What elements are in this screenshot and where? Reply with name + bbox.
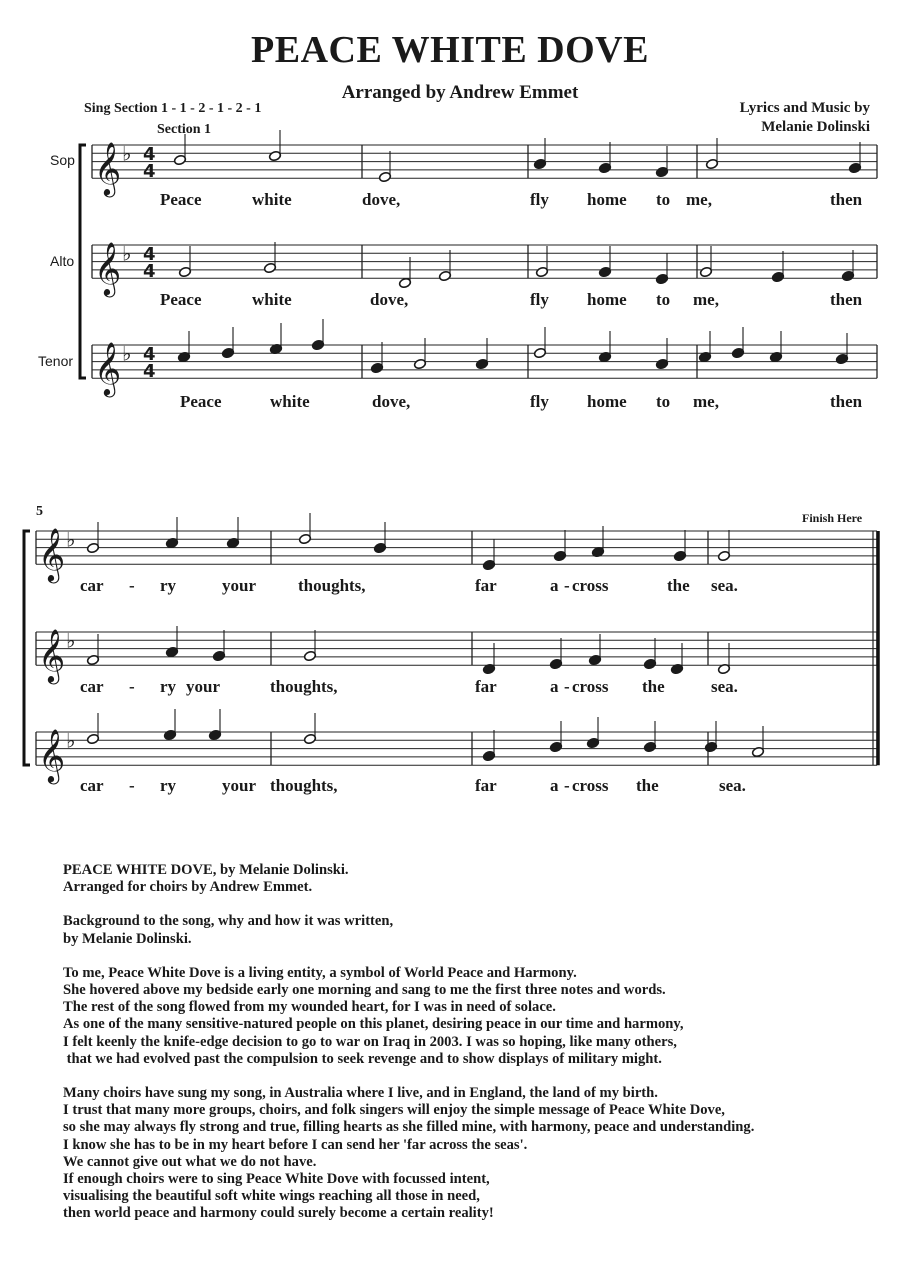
lyric: a: [550, 576, 559, 595]
lyric: fly: [530, 392, 549, 411]
lyric: dove,: [362, 190, 401, 209]
treble-clef-icon: 𝄞: [94, 241, 122, 296]
lyric: cross: [572, 776, 609, 795]
time-signature: 4: [143, 361, 156, 382]
lyric: a: [550, 677, 559, 696]
lyric: far: [475, 677, 497, 696]
notes-line: As one of the many sensitive-natured people on this planet, desiring peace in our time and harmony,: [63, 1016, 684, 1033]
lyric: me,: [693, 290, 719, 309]
flat-icon: ♭: [66, 628, 76, 653]
lyric: your: [186, 677, 220, 696]
time-signature: 4: [143, 344, 156, 365]
lyric: -: [564, 776, 570, 795]
lyric: home: [587, 392, 627, 411]
noteheads: [86, 130, 861, 762]
notes-line: by Melanie Dolinski.: [63, 930, 192, 947]
lyric: -: [564, 677, 570, 696]
flat-icon: ♭: [66, 728, 76, 753]
lyric: car: [80, 776, 104, 795]
lyric: -: [129, 576, 135, 595]
lyric: ry: [160, 776, 177, 795]
lyric: to: [656, 392, 671, 411]
lyric: a: [550, 776, 559, 795]
treble-clef-icon: 𝄞: [94, 341, 122, 396]
lyric: sea.: [711, 677, 738, 696]
lyric: the: [642, 677, 665, 696]
lyric: the: [636, 776, 659, 795]
notes-line: I felt keenly the knife-edge decision to go to war on Iraq in 2003. I was so hoping, like many others,: [63, 1033, 677, 1050]
treble-clef-icon: 𝄞: [38, 628, 66, 683]
lyric: thoughts,: [270, 677, 338, 696]
treble-clef-icon: 𝄞: [38, 728, 66, 783]
lyric: fly: [530, 290, 549, 309]
measure-number: 5: [36, 504, 43, 519]
lyric: sea.: [719, 776, 746, 795]
lyric: -: [129, 677, 135, 696]
notes-line: that we had evolved past the compulsion to seek revenge and to show displays of military might.: [63, 1050, 662, 1067]
treble-clef-icon: 𝄞: [94, 141, 122, 196]
time-signature: 4: [143, 161, 156, 182]
notes-line: I trust that many more groups, choirs, and folk singers will enjoy the simple message of Peace White Dove,: [63, 1102, 725, 1119]
notes-line: She hovered above my bedside early one morning and sang to me the first three notes and words.: [63, 982, 666, 999]
lyric: your: [222, 776, 256, 795]
flat-icon: ♭: [66, 527, 76, 552]
lyric: cross: [572, 677, 609, 696]
time-signature: 4: [143, 261, 156, 282]
notes-line: Background to the song, why and how it was written,: [63, 913, 394, 930]
lyric: far: [475, 776, 497, 795]
notes-intro: [63, 862, 883, 896]
notes-line: I know she has to be in my heart before I can send her 'far across the seas'.: [63, 1136, 528, 1153]
lyric: me,: [686, 190, 712, 209]
lyric: car: [80, 677, 104, 696]
notes-paragraph-1: [63, 965, 883, 1068]
flat-icon: ♭: [122, 341, 132, 366]
lyric: then: [830, 290, 863, 309]
notes-line: If enough choirs were to sing Peace White Dove with focussed intent,: [63, 1171, 490, 1188]
lyric: thoughts,: [298, 576, 366, 595]
lyric: ry: [160, 576, 177, 595]
lyric: ry: [160, 677, 177, 696]
notes-line: then world peace and harmony could surely become a certain reality!: [63, 1205, 494, 1222]
lyric: home: [587, 190, 627, 209]
notes-line: The rest of the song flowed from my wounded heart, for I was in need of solace.: [63, 999, 556, 1016]
time-signature: 4: [143, 144, 156, 165]
lyric: sea.: [711, 576, 738, 595]
treble-clef-icon: 𝄞: [38, 527, 66, 582]
lyric: dove,: [370, 290, 409, 309]
lyric: white: [252, 290, 292, 309]
composer-credit-line1: Lyrics and Music by: [739, 100, 870, 116]
composer-name: Melanie Dolinski: [761, 119, 870, 135]
finish-here-label: Finish Here: [802, 511, 863, 525]
lyric: to: [656, 290, 671, 309]
lyric: home: [587, 290, 627, 309]
lyric: your: [222, 576, 256, 595]
lyric: then: [830, 392, 863, 411]
barlines: [36, 145, 878, 765]
flat-icon: ♭: [122, 241, 132, 266]
lyric: dove,: [372, 392, 411, 411]
system-bracket: [80, 145, 86, 378]
notes-line: To me, Peace White Dove is a living entity, a symbol of World Peace and Harmony.: [63, 964, 577, 981]
part-label-tenor: Tenor: [38, 353, 74, 369]
notes-line: so she may always fly strong and true, filling hearts as she filled mine, with harmony, peace and understanding.: [63, 1119, 755, 1136]
lyric: then: [830, 190, 863, 209]
part-label-sop: Sop: [50, 152, 75, 168]
lyric: thoughts,: [270, 776, 338, 795]
lyric: fly: [530, 190, 549, 209]
notes-line: visualising the beautiful soft white wings reaching all those in need,: [63, 1188, 480, 1205]
notes-paragraph-2: [63, 1085, 883, 1223]
song-title: PEACE WHITE DOVE: [251, 29, 649, 71]
sing-section-order: Sing Section 1 - 1 - 2 - 1 - 2 - 1: [84, 101, 262, 116]
section-label: Section 1: [157, 122, 212, 137]
lyric: to: [656, 190, 671, 209]
part-label-alto: Alto: [50, 253, 75, 269]
lyric: cross: [572, 576, 609, 595]
lyric: Peace: [180, 392, 222, 411]
flat-icon: ♭: [122, 141, 132, 166]
lyric: white: [252, 190, 292, 209]
notes-line: We cannot give out what we do not have.: [63, 1153, 317, 1170]
time-signature: 4: [143, 244, 156, 265]
lyric: Peace: [160, 190, 202, 209]
lyric: me,: [693, 392, 719, 411]
notes-background: [63, 913, 883, 947]
lyric: -: [564, 576, 570, 595]
lyric: car: [80, 576, 104, 595]
lyric: the: [667, 576, 690, 595]
notes-line: PEACE WHITE DOVE, by Melanie Dolinski.: [63, 862, 349, 878]
lyric: far: [475, 576, 497, 595]
notes-line: Many choirs have sung my song, in Australia where I live, and in England, the land of my birth.: [63, 1085, 658, 1102]
lyric: white: [270, 392, 310, 411]
notes-line: Arranged for choirs by Andrew Emmet.: [63, 879, 313, 896]
system-bracket: [24, 531, 30, 765]
song-notes: [63, 862, 883, 1240]
staff-lines: [36, 145, 877, 765]
lyric: -: [129, 776, 135, 795]
arranger-credit: Arranged by Andrew Emmet: [341, 82, 579, 103]
lyric: Peace: [160, 290, 202, 309]
